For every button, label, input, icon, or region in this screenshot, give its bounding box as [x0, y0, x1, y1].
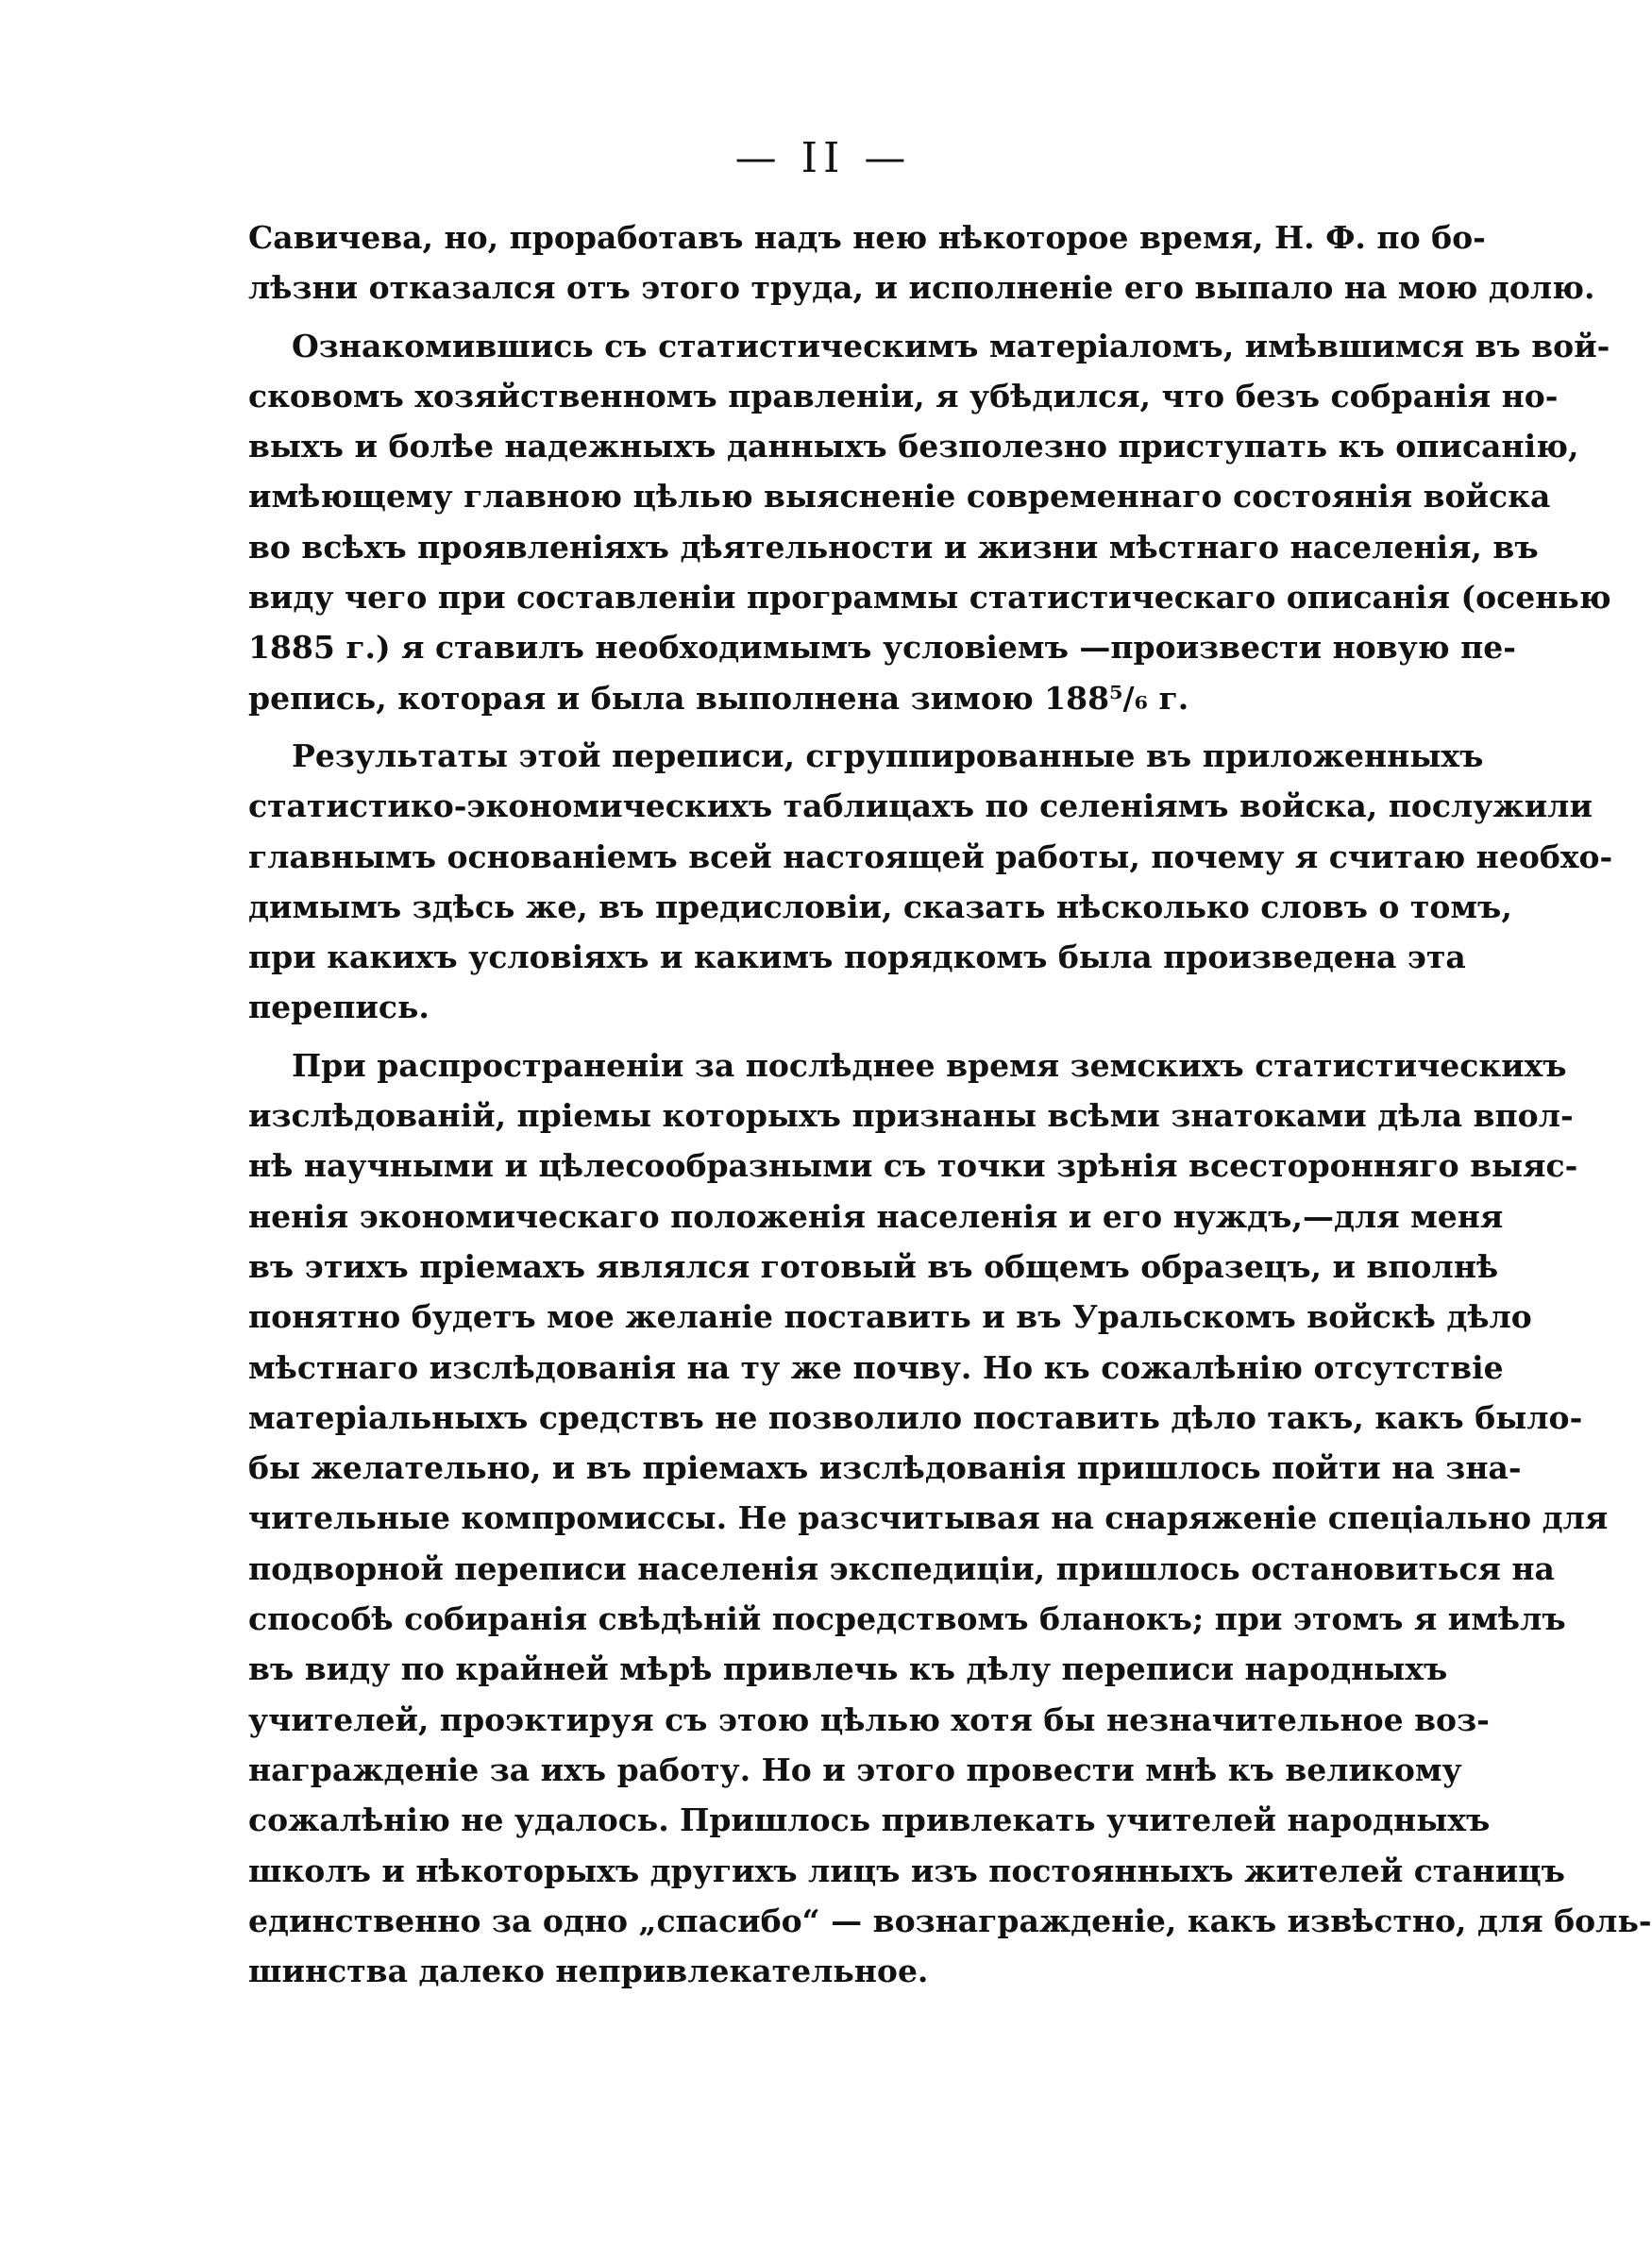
text-line: нѣ научными и цѣлесообразными съ точки зрѣнія всесторонняго выяс- [248, 1147, 1578, 1185]
text-line: въ виду по крайней мѣрѣ привлечь къ дѣлу переписи народныхъ [248, 1650, 1448, 1688]
text-line: мѣстнаго изслѣдованія на ту же почву. Но къ сожалѣнію отсутствіе [248, 1348, 1504, 1386]
paragraph-3 [248, 731, 1613, 1033]
text-line: репись, которая и была выполнена зимою 188⁵/₆ г. [248, 679, 1189, 717]
text-line: выхъ и болѣе надежныхъ данныхъ безполезно приступать къ описанію, [248, 428, 1579, 465]
text-line: сожалѣнію не удалось. Пришлось привлекать учителей народныхъ [248, 1801, 1491, 1839]
text-line: матеріальныхъ средствъ не позволило поставить дѣло такъ, какъ было- [248, 1398, 1583, 1436]
text-line: перепись. [248, 989, 430, 1026]
text-line: награжденіе за ихъ работу. Но и этого провести мнѣ къ великому [248, 1750, 1462, 1788]
text-line: изслѣдованій, пріемы которыхъ признаны всѣми знатоками дѣла впол- [248, 1097, 1574, 1135]
text-line: во всѣхъ проявленіяхъ дѣятельности и жизни мѣстнаго населенія, въ [248, 528, 1539, 566]
text-line: сковомъ хозяйственномъ правленіи, я убѣдился, что безъ собранія но- [248, 377, 1559, 414]
text-line: Ознакомившись съ статистическимъ матеріаломъ, имѣвшимся въ вой- [292, 327, 1610, 364]
text-line: при какихъ условіяхъ и какимъ порядкомъ была произведена эта [248, 938, 1466, 976]
text-line: учителей, проэктируя съ этою цѣлью хотя бы незначительное воз- [248, 1700, 1490, 1738]
text-line: способѣ собиранія свѣдѣній посредствомъ бланокъ; при этомъ я имѣлъ [248, 1600, 1566, 1638]
text-line: единственно за одно „спасибо“ — вознагражденіе, какъ извѣстно, для боль- [248, 1902, 1652, 1939]
text-line: лѣзни отказался отъ этого труда, и исполненіе его выпало на мою долю. [248, 269, 1595, 307]
paragraph-4 [248, 1040, 1652, 1997]
body-text [248, 212, 1652, 2004]
text-line: бы желательно, и въ пріемахъ изслѣдованія пришлось пойти на зна- [248, 1449, 1522, 1487]
paragraph-2 [248, 321, 1611, 723]
text-line: ненія экономическаго положенія населенія и его нуждъ,—для меня [248, 1197, 1504, 1235]
text-line: статистико-экономическихъ таблицахъ по селеніямъ войска, послужили [248, 787, 1593, 825]
text-line: виду чего при составленіи программы статистическаго описанія (осенью [248, 579, 1611, 617]
text-line: въ этихъ пріемахъ являлся готовый въ общемъ образецъ, и вполнѣ [248, 1247, 1499, 1285]
text-line: шинства далеко непривлекательное. [248, 1953, 929, 1990]
text-line: школъ и нѣкоторыхъ другихъ лицъ изъ постоянныхъ жителей станицъ [248, 1852, 1565, 1889]
text-line: главнымъ основаніемъ всей настоящей работы, почему я считаю необхо- [248, 837, 1613, 875]
text-line: Результаты этой переписи, сгруппированные въ приложенныхъ [292, 736, 1484, 774]
paragraph-1 [248, 212, 1595, 313]
text-line: димымъ здѣсь же, въ предисловіи, сказать нѣсколько словъ о томъ, [248, 888, 1512, 925]
text-line: 1885 г.) я ставилъ необходимымъ условіемъ —произвести новую пе- [248, 629, 1516, 667]
text-line: Савичева, но, проработавъ надъ нею нѣкоторое время, Н. Ф. по бо- [248, 219, 1486, 256]
text-line: понятно будетъ мое желаніе поставить и въ Уральскомъ войскѣ дѣло [248, 1298, 1532, 1336]
page-number: — II — [734, 134, 912, 182]
text-line: подворной переписи населенія экспедиціи, пришлось остановиться на [248, 1549, 1555, 1587]
text-line: При распространеніи за послѣднее время земскихъ статистическихъ [292, 1046, 1567, 1084]
text-line: имѣющему главною цѣлью выясненіе современнаго состоянія войска [248, 478, 1551, 516]
text-line: чительные компромиссы. Не разсчитывая на снаряженіе спеціально для [248, 1499, 1609, 1537]
